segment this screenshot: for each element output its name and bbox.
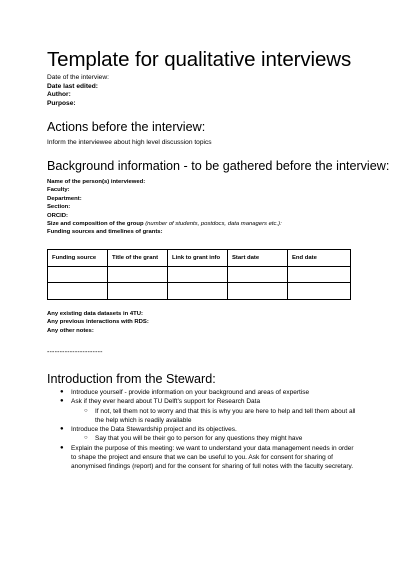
actions-text: Inform the interviewee about high level discussion topics — [47, 139, 212, 146]
funding-field-label: Funding sources and timelines of grants: — [47, 229, 163, 236]
list-item — [47, 388, 359, 397]
table-header-cell: Start date — [228, 250, 288, 267]
list-item-text: Introduce the Data Stewardship project and its objectives. — [71, 426, 237, 434]
rds-field-label: Any previous interactions with RDS: — [47, 319, 149, 326]
faculty-field-label: Faculty: — [47, 187, 70, 194]
table-cell[interactable] — [108, 283, 168, 300]
table-cell[interactable] — [288, 283, 351, 300]
orcid-field-label: ORCID: — [47, 212, 68, 219]
table-header-cell: End date — [288, 250, 351, 267]
group-field-label: Size and composition of the group — [47, 221, 144, 228]
purpose-label: Purpose: — [47, 99, 76, 107]
date-of-interview-label: Date of the interview: — [47, 74, 109, 81]
group-field-hint: (number of students, postdocs, data managers etc.): — [145, 221, 282, 228]
section-field-label: Section: — [47, 204, 71, 211]
list-item-text: Ask if they ever heard about TU Delft’s support for Research Data — [71, 398, 261, 406]
table-cell[interactable] — [228, 283, 288, 300]
list-item — [47, 434, 359, 443]
table-cell[interactable] — [288, 266, 351, 283]
notes-field-label: Any other notes: — [47, 327, 94, 334]
list-item-text: Explain the purpose of this meeting: we want to understand your data management needs in order to shape the project and ensure that we can be useful to you. Ask for consent for sharing of anonymised findings (report) and for the consent for sharing of full notes with the faculty secretary. — [71, 444, 354, 471]
background-heading: Background information - to be gathered before the interview: — [47, 159, 390, 173]
document-title: Template for qualitative interviews — [47, 48, 352, 71]
list-item — [47, 425, 359, 434]
date-last-edited-label: Date last edited: — [47, 82, 98, 90]
grants-table-header-row — [48, 250, 351, 267]
list-item — [47, 444, 359, 472]
author-label: Author: — [47, 91, 71, 99]
list-item-text: Introduce yourself - provide information on your background and areas of expertise — [71, 389, 310, 396]
list-item — [47, 407, 359, 426]
steward-heading: Introduction from the Steward: — [47, 372, 216, 386]
table-cell[interactable] — [228, 266, 288, 283]
table-row — [48, 266, 351, 283]
group-field — [47, 220, 282, 228]
bullet-circle-icon: ○ — [84, 435, 88, 442]
bullet-dot-icon: ● — [60, 444, 64, 451]
table-header-cell: Funding source — [48, 250, 108, 267]
table-header-cell: Link to grant info — [168, 250, 228, 267]
name-field-label: Name of the person(s) interviewed: — [47, 179, 146, 185]
bullet-dot-icon: ● — [60, 398, 64, 405]
additional-fields — [47, 310, 149, 335]
table-cell[interactable] — [48, 283, 108, 300]
bullet-dot-icon: ● — [60, 426, 64, 433]
list-item-text: Say that you will be their go to person for any questions they might have — [95, 435, 303, 443]
department-field-label: Department: — [47, 195, 82, 202]
datasets-field-label: Any existing data datasets in 4TU: — [47, 311, 143, 317]
bullet-circle-icon: ○ — [84, 407, 88, 414]
list-item — [47, 397, 359, 406]
steward-list — [47, 388, 359, 472]
table-cell[interactable] — [108, 266, 168, 283]
table-cell[interactable] — [48, 266, 108, 283]
table-cell[interactable] — [168, 266, 228, 283]
meta-block — [47, 74, 109, 108]
table-row — [48, 283, 351, 300]
background-fields — [47, 178, 282, 237]
actions-heading: Actions before the interview: — [47, 120, 206, 134]
list-item-text: If not, tell them not to worry and that this is why you are here to help and tell them about all the help which is readily available — [95, 407, 356, 424]
table-cell[interactable] — [168, 283, 228, 300]
grants-table — [47, 249, 351, 300]
separator-line: ---------------------- — [47, 349, 103, 356]
bullet-dot-icon: ● — [60, 389, 64, 395]
table-header-cell: Title of the grant — [108, 250, 168, 267]
